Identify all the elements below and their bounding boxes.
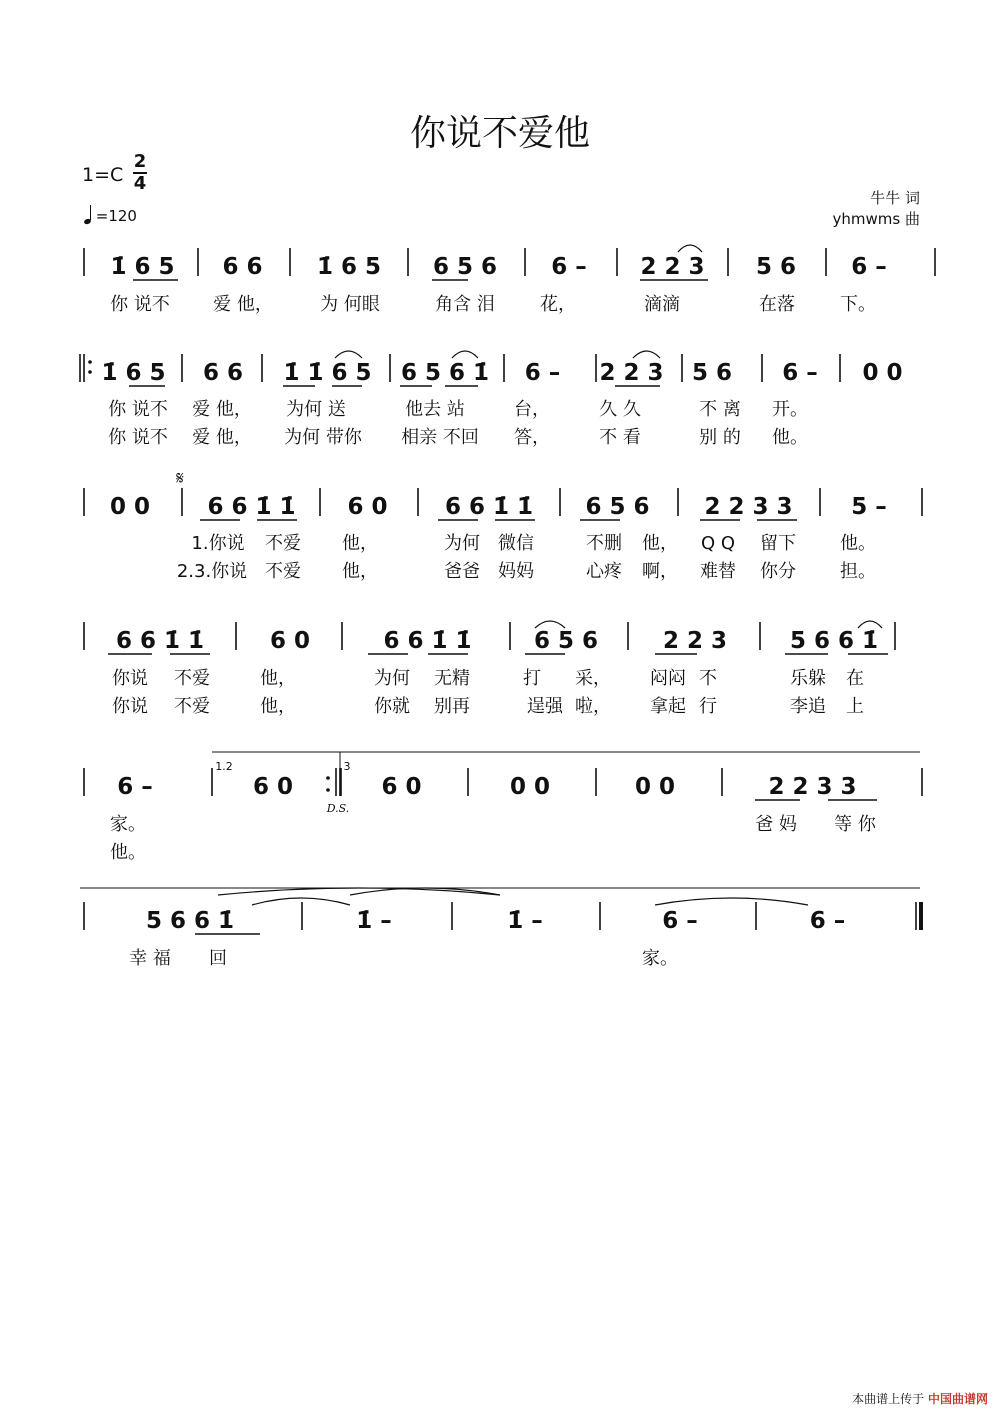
- repeat-dot: [88, 360, 92, 364]
- lyric-syllable: 你 说不: [108, 399, 168, 420]
- lyric-syllable: 你 说不: [110, 294, 170, 315]
- lyric-syllable: 爱 他，: [192, 399, 252, 420]
- composer-credit: yhmwms 曲: [832, 210, 920, 228]
- note-group: 1̇ 1̇ 6 5: [283, 360, 372, 386]
- note-group: 6 5 6: [585, 494, 650, 520]
- note-group: 0 0: [862, 360, 903, 386]
- note-group: 6 –: [782, 360, 818, 386]
- lyric-syllable: 不: [699, 668, 717, 689]
- lyricist-credit: 牛牛 词: [870, 189, 920, 207]
- note-group: 1̇ 6 5: [110, 254, 175, 280]
- lyric-syllable: 留下: [760, 533, 796, 554]
- slur: [335, 351, 362, 358]
- lyric-syllable: 采，: [575, 668, 611, 689]
- lyric-syllable: 花，: [540, 294, 576, 315]
- lyric-syllable: 为何 送: [286, 399, 346, 420]
- segno-icon: 𝄋: [176, 468, 184, 489]
- lyric-syllable: 他。: [840, 533, 876, 554]
- slur: [535, 621, 565, 628]
- time-bottom: 4: [133, 173, 147, 194]
- note-group: 5 6: [755, 254, 797, 280]
- lyric-syllable: 不删: [586, 533, 622, 554]
- lyric-syllable: 爱 他，: [192, 427, 252, 448]
- note-group: 6 –: [551, 254, 587, 280]
- lyric-syllable: 啦，: [575, 696, 611, 717]
- note-group: 5 6 6 1̇: [145, 908, 235, 934]
- lyric-syllable: 无精: [434, 668, 470, 689]
- note-group: 6 0: [347, 494, 388, 520]
- lyric-syllable: Q Q: [700, 533, 736, 554]
- lyric-syllable: 他，: [260, 668, 296, 689]
- note-group: 0 0: [634, 774, 676, 800]
- lyric-syllable: 2.3.你说: [176, 561, 248, 582]
- note-group: 6 –: [662, 908, 698, 934]
- note-group: 6 5 6 1̇: [400, 360, 490, 386]
- lyric-syllable: 上: [846, 696, 864, 717]
- lyric-syllable: 爸 妈: [755, 814, 797, 835]
- lyric-syllable: 他。: [110, 842, 146, 863]
- note-group: 6 0: [252, 774, 294, 800]
- lyric-syllable: 他，: [260, 696, 296, 717]
- slur: [655, 898, 808, 905]
- note-group: 6 6 1̇ 1̇: [207, 494, 296, 520]
- note-group: 6 0: [269, 628, 311, 654]
- tempo-value: =120: [95, 207, 137, 225]
- lyric-syllable: 不爱: [174, 668, 210, 689]
- note-group: 6 6: [202, 360, 244, 386]
- lyric-syllable: 不 看: [599, 427, 641, 448]
- lyric-syllable: 角含 泪: [435, 294, 495, 315]
- lyric-syllable: 家。: [110, 814, 146, 835]
- slur: [252, 898, 350, 905]
- lyric-syllable: 他，: [642, 533, 678, 554]
- lyric-syllable: 为何: [444, 533, 480, 554]
- note-group: 6 0: [381, 774, 422, 800]
- lyric-syllable: 心疼: [586, 561, 622, 582]
- lyric-syllable: 在落: [759, 294, 795, 315]
- ds-marker: D.S.: [326, 802, 350, 815]
- note-group: 6 5 6: [432, 254, 498, 280]
- lyric-syllable: 不爱: [265, 533, 301, 554]
- repeat-dot: [326, 788, 330, 792]
- repeat-dot: [326, 776, 330, 780]
- note-group: 0 0: [109, 494, 151, 520]
- lyric-syllable: 为何 带你: [284, 427, 362, 448]
- note-group: 2 2 3: [640, 254, 705, 280]
- lyric-syllable: 不 离: [699, 399, 741, 420]
- note-group: 6 6 1̇ 1̇: [115, 628, 205, 654]
- footer-text: 本曲谱上传于: [852, 1392, 925, 1406]
- footer-note: [852, 1390, 988, 1407]
- note-group: 1̇ –: [507, 908, 543, 934]
- lyric-syllable: 你就: [374, 696, 410, 717]
- note-group: 2 2 3: [662, 628, 728, 654]
- note-group: 5 6 6 1̇: [789, 628, 879, 654]
- lyric-syllable: 闷闷: [650, 668, 686, 689]
- lyric-syllable: 别再: [434, 696, 470, 717]
- song-title: 你说不爱他: [409, 113, 590, 154]
- lyric-syllable: 担。: [840, 561, 876, 582]
- repeat-dot: [88, 370, 92, 374]
- time-top: 2: [133, 151, 147, 172]
- slur: [858, 621, 882, 628]
- volta-3-label: 3: [343, 760, 351, 773]
- lyric-syllable: 不爱: [174, 696, 210, 717]
- lyric-syllable: 逞强: [527, 696, 563, 717]
- lyric-syllable: 微信: [498, 533, 534, 554]
- lyric-syllable: 打: [523, 668, 541, 689]
- note-group: 6 6: [222, 254, 263, 280]
- lyric-syllable: 下。: [840, 294, 876, 315]
- lyric-syllable: 幸 福: [129, 948, 171, 969]
- slur: [452, 351, 478, 358]
- note-group: 0 0: [509, 774, 551, 800]
- lyric-syllable: 你 说不: [108, 427, 168, 448]
- lyric-syllable: 他，: [342, 533, 378, 554]
- key-label: 1=C: [82, 164, 124, 186]
- lyric-syllable: 你说: [112, 668, 148, 689]
- note-group: 6 –: [851, 254, 887, 280]
- lyric-syllable: 爸爸: [444, 561, 480, 582]
- lyric-syllable: 你说: [112, 696, 148, 717]
- lyric-syllable: 啊，: [642, 561, 678, 582]
- lyric-syllable: 你分: [760, 561, 796, 582]
- note-group: 6 –: [117, 774, 153, 800]
- note-group: 6 6 1̇ 1̇: [444, 494, 534, 520]
- note-group: 5 6: [691, 360, 733, 386]
- note-group: 6 –: [809, 908, 846, 934]
- lyric-syllable: 他。: [772, 427, 808, 448]
- note-group: 1̇ 6 5: [101, 360, 166, 386]
- slur: [633, 351, 660, 358]
- note-group: 6 –: [524, 360, 561, 386]
- lyric-syllable: 妈妈: [498, 561, 534, 582]
- slur: [678, 245, 702, 252]
- note-group: 1̇ 6 5: [316, 254, 382, 280]
- lyric-syllable: 等 你: [834, 814, 876, 835]
- lyric-syllable: 台，: [514, 399, 550, 420]
- lyric-syllable: 回: [209, 948, 227, 969]
- lyric-syllable: 为 何眼: [320, 294, 380, 315]
- note-group: 2 2 3 3: [768, 774, 857, 800]
- lyric-syllable: 在: [846, 668, 864, 689]
- lyric-syllable: 乐躲: [790, 668, 826, 689]
- lyric-syllable: 别 的: [699, 427, 741, 448]
- lyric-syllable: 李追: [790, 696, 826, 717]
- note-group: 1̇ –: [356, 908, 392, 934]
- lyric-syllable: 难替: [700, 561, 736, 582]
- lyric-syllable: 相亲 不回: [401, 427, 479, 448]
- lyric-syllable: 答，: [514, 427, 550, 448]
- lyric-syllable: 他，: [342, 561, 378, 582]
- note-group: 5 –: [851, 494, 887, 520]
- lyric-syllable: 滴滴: [644, 294, 680, 315]
- note-group: 2 2 3: [599, 360, 664, 386]
- lyric-syllable: 他去 站: [405, 399, 465, 420]
- lyric-syllable: 不爱: [265, 561, 301, 582]
- site-logo: 中国曲谱网: [927, 1392, 988, 1406]
- volta-1-2-label: 1.2: [215, 760, 233, 773]
- lyric-syllable: 爱 他，: [213, 294, 273, 315]
- lyric-syllable: 1.你说: [191, 533, 245, 554]
- lyric-syllable: 为何: [374, 668, 410, 689]
- note-group: 6 6 1̇ 1̇: [383, 628, 472, 654]
- note-group: 6 5 6: [533, 628, 599, 654]
- lyric-syllable: 家。: [642, 948, 678, 969]
- note-group: 2 2 3 3: [704, 494, 793, 520]
- lyric-syllable: 行: [699, 696, 717, 717]
- lyric-syllable: 久 久: [599, 399, 641, 420]
- lyric-syllable: 开。: [772, 399, 808, 420]
- lyric-syllable: 拿起: [650, 696, 686, 717]
